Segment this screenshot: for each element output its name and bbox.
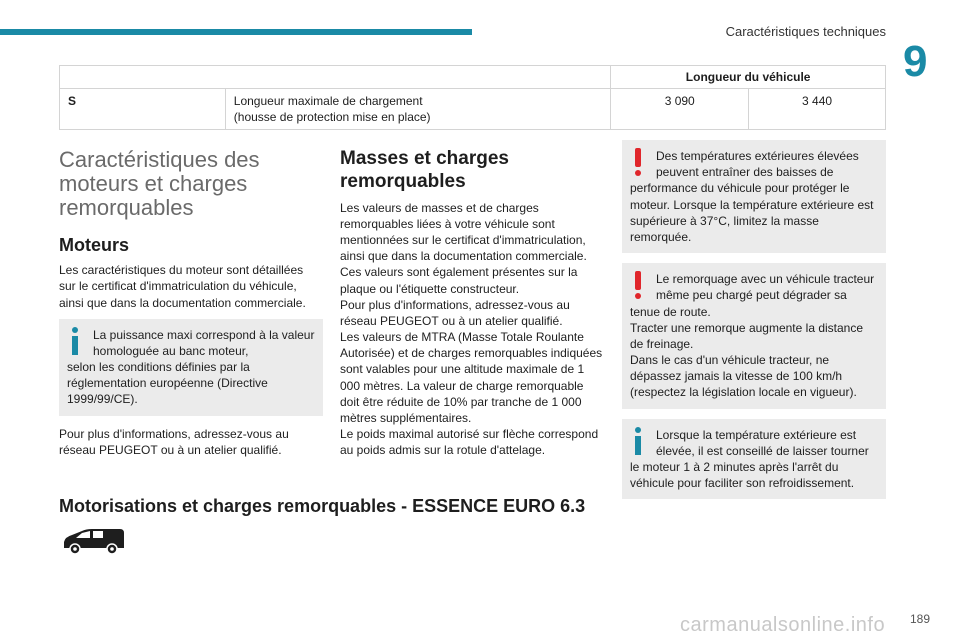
- column-engines: [59, 148, 323, 458]
- page-number: 189: [909, 612, 930, 626]
- warning2-line2: tenue de route.: [630, 304, 711, 319]
- section-title-essence: Motorisations et charges remorquables - ESSENCE EURO 6.3: [59, 496, 586, 516]
- warning2-paragraph3: Dans le cas d'un véhicule tracteur, ne dépassez jamais la vitesse de 100 km/h (respectez la législation locale en vigueur).: [630, 353, 857, 400]
- warning1-line1: Des températures extérieures élevées peuvent entraîner des baisses de: [656, 149, 859, 180]
- header-accent-bar: [0, 29, 472, 35]
- paragraph-more-info: Pour plus d'informations, adressez-vous au réseau PEUGEOT ou à un atelier qualifié.: [59, 426, 289, 457]
- row-label-line2: (housse de protection mise en place): [233, 110, 431, 125]
- row-code: S: [60, 89, 226, 130]
- column-masses: [340, 148, 604, 459]
- paragraph-masses-5: Le poids maximal autorisé sur flèche correspond au poids admis sur la rotule d'attelage.: [340, 427, 599, 458]
- heading-masses: Masses et charges remorquables: [340, 148, 509, 192]
- warning-note-temperature: [622, 140, 886, 253]
- paragraph-masses-4: Les valeurs de MTRA (Masse Totale Roulante Autorisée) et de charges remorquables indiquées sont valables pour une altitude maximale de 1 000 mètres. La valeur de charge remorquable doit être réduite de 10% par tranche de 1 000 mètres supplémentaires.: [340, 330, 603, 426]
- watermark: carmanualsonline.info: [680, 614, 886, 636]
- chapter-number: 9: [903, 37, 928, 86]
- header-title: Caractéristiques techniques: [725, 24, 886, 39]
- paragraph-masses-2: Ces valeurs sont également présentes sur la plaque ou l'étiquette constructeur.: [340, 265, 578, 296]
- paragraph-masses-3: Pour plus d'informations, adressez-vous au réseau PEUGEOT ou à un atelier qualifié.: [340, 297, 570, 328]
- info-cooling-line1: Lorsque la température extérieure est élevée, il est conseillé de laisser tourner: [656, 427, 869, 458]
- table-header-empty: [60, 66, 611, 89]
- warning-icon: [632, 148, 644, 176]
- column-warnings: [622, 140, 886, 499]
- info-note-line1: La puissance maxi correspond à la valeur homologuée au banc moteur,: [93, 327, 315, 358]
- van-icon: [60, 528, 126, 556]
- warning1-line2: performance du véhicule pour protéger le moteur. Lorsque la température extérieure est supérieure à 37°C, limitez la masse remorquée.: [630, 181, 874, 244]
- row-value-1: 3 090: [611, 89, 749, 130]
- info-cooling-line2: le moteur 1 à 2 minutes après l'arrêt du véhicule pour faciliter son refroidissement.: [630, 460, 855, 491]
- info-icon: [632, 427, 644, 455]
- section-big-title: Caractéristiques des moteurs et charges remorquables: [59, 147, 260, 221]
- dimensions-table: [59, 65, 886, 130]
- info-note-power: [59, 319, 323, 416]
- table-header-length: Longueur du véhicule: [611, 66, 886, 89]
- paragraph-masses-1: Les valeurs de masses et de charges remorquables liées à votre véhicule sont mentionnées sur le certificat d'immatriculation, ainsi que dans la documentation commerciale.: [340, 200, 587, 264]
- row-label: [225, 89, 611, 130]
- info-note-line2: selon les conditions définies par la réglementation européenne (Directive 1999/99/CE).: [67, 360, 268, 407]
- info-note-cooling: [622, 419, 886, 500]
- warning-icon: [632, 271, 644, 299]
- table-row: [60, 89, 886, 130]
- warning2-paragraph2: Tracter une remorque augmente la distance de freinage.: [630, 320, 864, 351]
- row-value-2: 3 440: [749, 89, 886, 130]
- warning2-line1: Le remorquage avec un véhicule tracteur même peu chargé peut dégrader sa: [656, 272, 875, 303]
- info-icon: [69, 327, 81, 355]
- table-header-row: [60, 66, 886, 89]
- heading-moteurs: Moteurs: [59, 234, 130, 255]
- paragraph-engine-specs: Les caractéristiques du moteur sont détaillées sur le certificat d'immatriculation du véhicule, ainsi que dans la documentation commerciale.: [59, 263, 306, 310]
- row-label-line1: Longueur maximale de chargement: [233, 94, 423, 108]
- warning-note-towing: [622, 263, 886, 409]
